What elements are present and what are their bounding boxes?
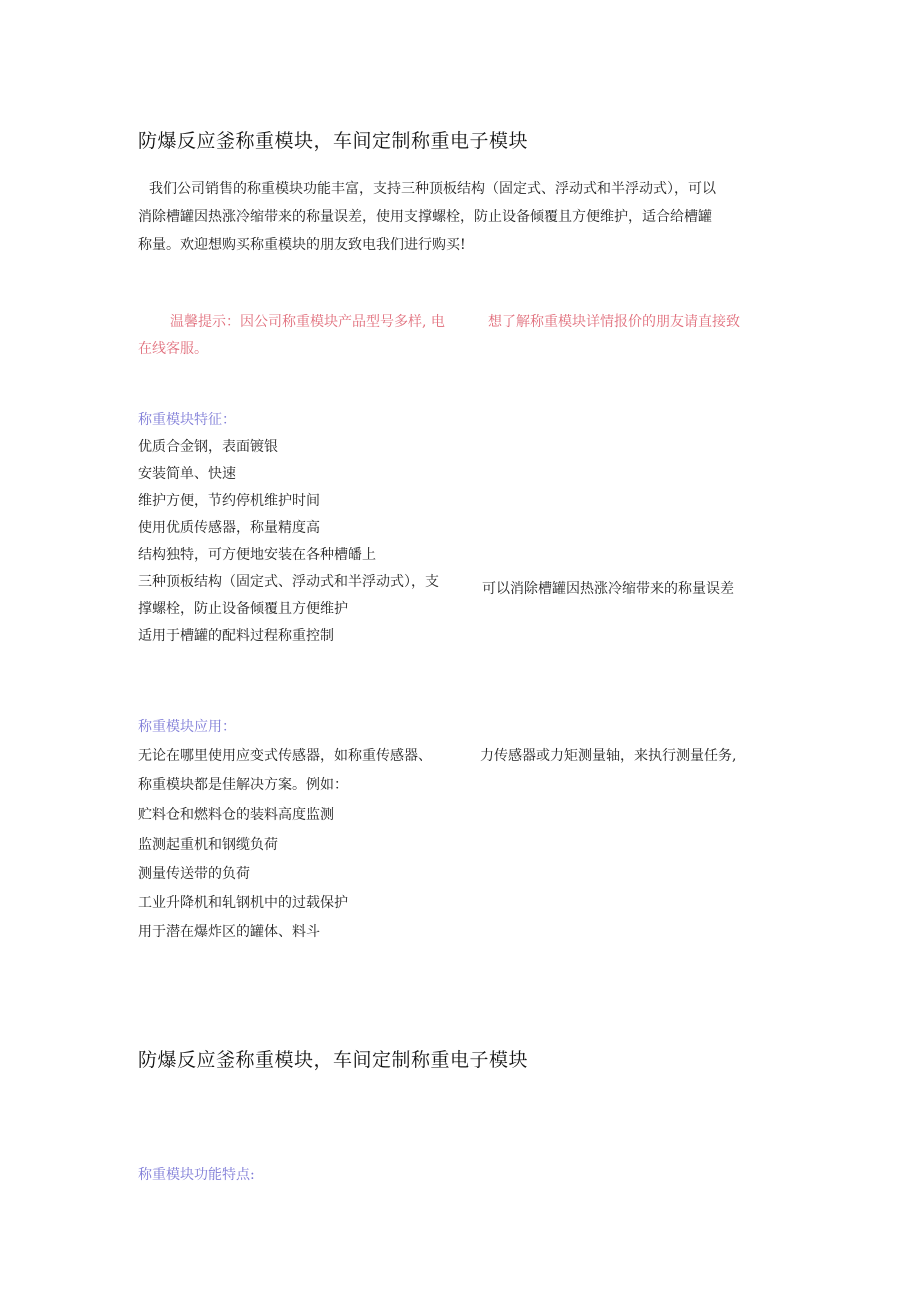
tip-text-line-2: 在线客服。 xyxy=(138,341,208,357)
features-heading: 称重模块特征： xyxy=(138,412,236,428)
application-item: 测量传送带的负荷 xyxy=(138,866,250,882)
page-title: 防爆反应釜称重模块，车间定制称重电子模块 xyxy=(138,130,529,152)
functions-heading: 称重模块功能特点: xyxy=(138,1167,255,1183)
feature-item-continuation: 可以消除槽罐因热涨冷缩带来的称量误差 xyxy=(482,581,734,597)
feature-item: 使用优质传感器，称量精度高 xyxy=(138,520,320,536)
feature-item: 结构独特，可方便地安装在各种槽皤上 xyxy=(138,547,376,563)
application-item: 贮料仓和燃料仓的装料高度监测 xyxy=(138,807,334,823)
feature-item: 适用于槽罐的配料过程称重控制 xyxy=(138,628,334,644)
application-item: 用于潜在爆炸区的罐体、料斗 xyxy=(138,924,320,940)
intro-line-2: 消除槽罐因热涨冷缩带来的称量误差，使用支撑螺栓，防止设备倾覆且方便维护，适合给槽罐 xyxy=(138,209,712,225)
tip-text-part-1: 温馨提示：因公司称重模块产品型号多样, 电 xyxy=(170,314,445,330)
application-item: 工业升降机和轧钢机中的过载保护 xyxy=(138,895,348,911)
page-title-repeat: 防爆反应釜称重模块，车间定制称重电子模块 xyxy=(138,1049,529,1071)
feature-item: 优质合金钢，表面镀银 xyxy=(138,439,278,455)
feature-item: 撑螺栓，防止设备倾覆且方便维护 xyxy=(138,601,348,617)
applications-intro-line-2: 称重模块都是佳解决方案。例如： xyxy=(138,777,348,793)
feature-item: 三种顶板结构（固定式、浮动式和半浮动式），支 xyxy=(138,574,439,590)
feature-item: 维护方便，节约停机维护时间 xyxy=(138,493,320,509)
applications-heading: 称重模块应用： xyxy=(138,719,236,735)
applications-intro-part-2: 力传感器或力矩测量轴，来执行测量任务, xyxy=(480,748,737,764)
feature-item: 安装简单、快速 xyxy=(138,466,236,482)
tip-text-part-2: 想了解称重模块详情报价的朋友请直接致 xyxy=(488,314,740,330)
applications-intro-part-1: 无论在哪里使用应变式传感器，如称重传感器、 xyxy=(138,748,432,764)
intro-line-1: 我们公司销售的称重模块功能丰富，支持三种顶板结构（固定式、浮动式和半浮动式），可以 xyxy=(149,181,716,197)
intro-line-3: 称量。欢迎想购买称重模块的朋友致电我们进行购买! xyxy=(138,237,466,253)
application-item: 监测起重机和钢缆负荷 xyxy=(138,837,278,853)
